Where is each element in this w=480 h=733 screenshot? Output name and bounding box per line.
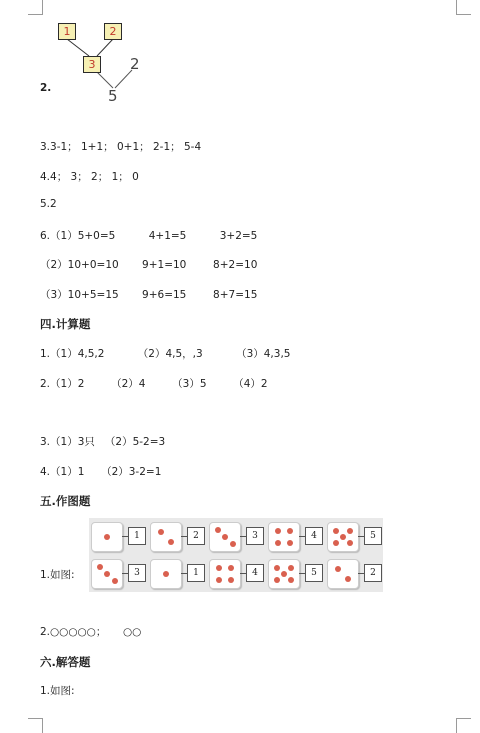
die-pip xyxy=(345,576,351,582)
die-pip xyxy=(216,577,222,583)
die-face xyxy=(268,559,300,589)
tree-bottom-number: 5 xyxy=(108,87,118,105)
die-pip xyxy=(287,540,293,546)
die-number-box: 2 xyxy=(364,564,382,582)
crop-mark-bottom-left xyxy=(28,718,43,733)
die-number-box: 2 xyxy=(187,527,205,545)
answer-4: 4.4； 3； 2； 1； 0 xyxy=(40,171,139,183)
section-4-heading: 四.计算题 xyxy=(40,317,91,331)
die-pip xyxy=(333,528,339,534)
tree-box-b: 2 xyxy=(104,23,122,40)
answer-6-part-2: （2）10+0=10 9+1=10 8+2=10 xyxy=(40,259,258,271)
answer-3: 3.3-1； 1+1； 0+1； 2-1； 5-4 xyxy=(40,141,202,153)
die-pip xyxy=(158,529,164,535)
die-face xyxy=(209,559,241,589)
die-number-box: 5 xyxy=(305,564,323,582)
die-pip xyxy=(228,565,234,571)
die-pip xyxy=(215,527,221,533)
die-face xyxy=(327,522,359,552)
calc-answer-4: 4.（1）1 （2）3-2=1 xyxy=(40,466,162,478)
tree-side-number: 2 xyxy=(130,55,140,73)
die-pip xyxy=(347,540,353,546)
die-pip xyxy=(104,571,110,577)
die-face xyxy=(91,522,123,552)
tree-box-a: 1 xyxy=(58,23,76,40)
calc-answer-1: 1.（1）4,5,2 （2）4,5，,3 （3）4,3,5 xyxy=(40,348,291,360)
number-tree-lines xyxy=(0,0,480,120)
calc-answer-3: 3.（1）3只 （2）5-2=3 xyxy=(40,436,166,448)
die-pip xyxy=(287,528,293,534)
die-face xyxy=(209,522,241,552)
section-5-heading: 五.作图题 xyxy=(40,494,91,508)
item-2-label: 2. xyxy=(40,82,52,94)
die-pip xyxy=(230,541,236,547)
die-pip xyxy=(333,540,339,546)
die-face xyxy=(268,522,300,552)
die-pip xyxy=(168,539,174,545)
answer-6-part-1: 6.（1）5+0=5 4+1=5 3+2=5 xyxy=(40,230,258,242)
die-number-box: 5 xyxy=(364,527,382,545)
answer-5: 5.2 xyxy=(40,198,57,210)
die-number-box: 1 xyxy=(187,564,205,582)
die-face xyxy=(150,559,182,589)
die-pip xyxy=(222,534,228,540)
die-face xyxy=(91,559,123,589)
solution-answer-1-label: 1.如图: xyxy=(40,685,75,697)
calc-answer-2: 2.（1）2 （2）4 （3）5 （4）2 xyxy=(40,378,268,390)
die-pip xyxy=(340,534,346,540)
crop-mark-bottom-right xyxy=(456,718,471,733)
die-pip xyxy=(104,534,110,540)
die-number-box: 4 xyxy=(305,527,323,545)
die-pip xyxy=(275,528,281,534)
die-number-box: 3 xyxy=(246,527,264,545)
drawing-answer-2: 2.○○○○○； ○○ xyxy=(40,626,142,638)
die-pip xyxy=(216,565,222,571)
drawing-answer-1-label: 1.如图: xyxy=(40,569,75,581)
die-number-box: 3 xyxy=(128,564,146,582)
die-pip xyxy=(97,564,103,570)
die-face xyxy=(327,559,359,589)
answer-6-part-3: （3）10+5=15 9+6=15 8+7=15 xyxy=(40,289,258,301)
die-pip xyxy=(288,565,294,571)
die-pip xyxy=(228,577,234,583)
die-pip xyxy=(288,577,294,583)
die-pip xyxy=(274,577,280,583)
die-number-box: 4 xyxy=(246,564,264,582)
tree-box-c: 3 xyxy=(83,56,101,73)
die-pip xyxy=(281,571,287,577)
die-pip xyxy=(335,566,341,572)
section-6-heading: 六.解答题 xyxy=(40,655,91,669)
die-pip xyxy=(112,578,118,584)
die-pip xyxy=(347,528,353,534)
die-pip xyxy=(274,565,280,571)
die-pip xyxy=(163,571,169,577)
die-pip xyxy=(275,540,281,546)
die-number-box: 1 xyxy=(128,527,146,545)
die-face xyxy=(150,522,182,552)
